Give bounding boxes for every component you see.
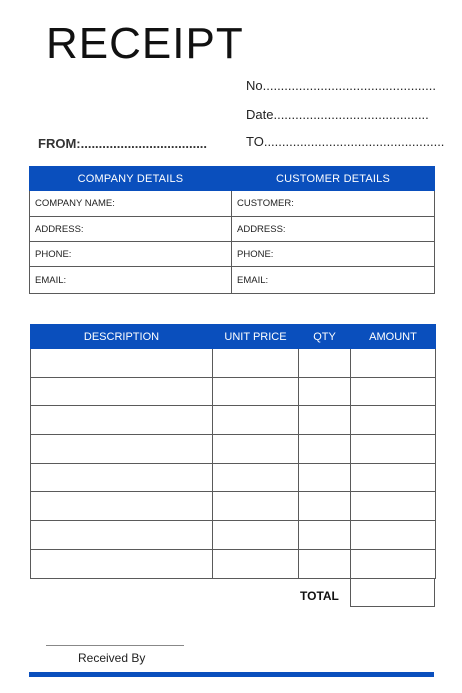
amount-cell[interactable] [351,549,436,578]
description-cell[interactable] [31,406,213,435]
table-row [30,217,435,242]
table-row [30,267,435,294]
date-label: Date [246,107,274,122]
total-amount-field[interactable] [350,578,435,607]
table-row [30,242,435,267]
company-address-cell[interactable]: ADDRESS: [30,217,232,242]
description-cell[interactable] [31,521,213,550]
unit-price-cell[interactable] [213,377,299,406]
unit-price-cell[interactable] [213,492,299,521]
customer-name-cell[interactable]: CUSTOMER: [232,191,435,217]
description-header: DESCRIPTION [31,325,213,349]
company-name-cell[interactable]: COMPANY NAME: [30,191,232,217]
table-row [31,435,436,464]
date-field[interactable] [246,108,429,121]
from-field[interactable] [38,137,207,150]
from-label: FROM: [38,136,81,151]
qty-cell[interactable] [299,463,351,492]
items-table [30,324,436,579]
amount-cell[interactable] [351,521,436,550]
description-cell[interactable] [31,549,213,578]
receipt-title: RECEIPT [46,19,244,68]
qty-cell[interactable] [299,377,351,406]
company-email-cell[interactable]: EMAIL: [30,267,232,294]
to-label: TO [246,134,264,149]
qty-header: QTY [299,325,351,349]
receipt-number-blank: ............................................... [266,78,436,93]
unit-price-cell[interactable] [213,349,299,378]
amount-cell[interactable] [351,406,436,435]
total-label: TOTAL [300,589,339,603]
table-row [31,463,436,492]
unit-price-cell[interactable] [213,406,299,435]
company-details-header: COMPANY DETAILS [30,167,232,191]
unit-price-cell[interactable] [213,463,299,492]
to-field[interactable] [246,135,444,148]
received-by-label: Received By [78,651,146,665]
amount-cell[interactable] [351,349,436,378]
customer-details-header: CUSTOMER DETAILS [232,167,435,191]
qty-cell[interactable] [299,349,351,378]
description-cell[interactable] [31,349,213,378]
company-phone-cell[interactable]: PHONE: [30,242,232,267]
from-blank: ................................... [80,136,208,151]
qty-cell[interactable] [299,435,351,464]
footer-accent-bar [29,672,434,677]
details-table [29,166,435,294]
signature-line[interactable] [46,645,184,646]
date-blank: ........................................... [273,107,429,122]
to-blank: .................................................. [263,134,445,149]
description-cell[interactable] [31,377,213,406]
customer-phone-cell[interactable]: PHONE: [232,242,435,267]
unit-price-cell[interactable] [213,521,299,550]
amount-cell[interactable] [351,377,436,406]
table-row [31,492,436,521]
table-row [31,377,436,406]
customer-address-cell[interactable]: ADDRESS: [232,217,435,242]
unit-price-cell[interactable] [213,549,299,578]
amount-cell[interactable] [351,435,436,464]
description-cell[interactable] [31,463,213,492]
table-row [31,349,436,378]
table-row [31,549,436,578]
description-cell[interactable] [31,492,213,521]
receipt-number-label: No. [246,78,267,93]
amount-header: AMOUNT [351,325,436,349]
table-row [30,191,435,217]
table-row [31,406,436,435]
qty-cell[interactable] [299,521,351,550]
qty-cell[interactable] [299,406,351,435]
table-row [31,521,436,550]
details-header-row [30,167,435,191]
unit-price-cell[interactable] [213,435,299,464]
receipt-number-field[interactable] [246,79,436,92]
qty-cell[interactable] [299,549,351,578]
items-header-row [31,325,436,349]
unit-price-header: UNIT PRICE [213,325,299,349]
qty-cell[interactable] [299,492,351,521]
amount-cell[interactable] [351,492,436,521]
description-cell[interactable] [31,435,213,464]
customer-email-cell[interactable]: EMAIL: [232,267,435,294]
amount-cell[interactable] [351,463,436,492]
